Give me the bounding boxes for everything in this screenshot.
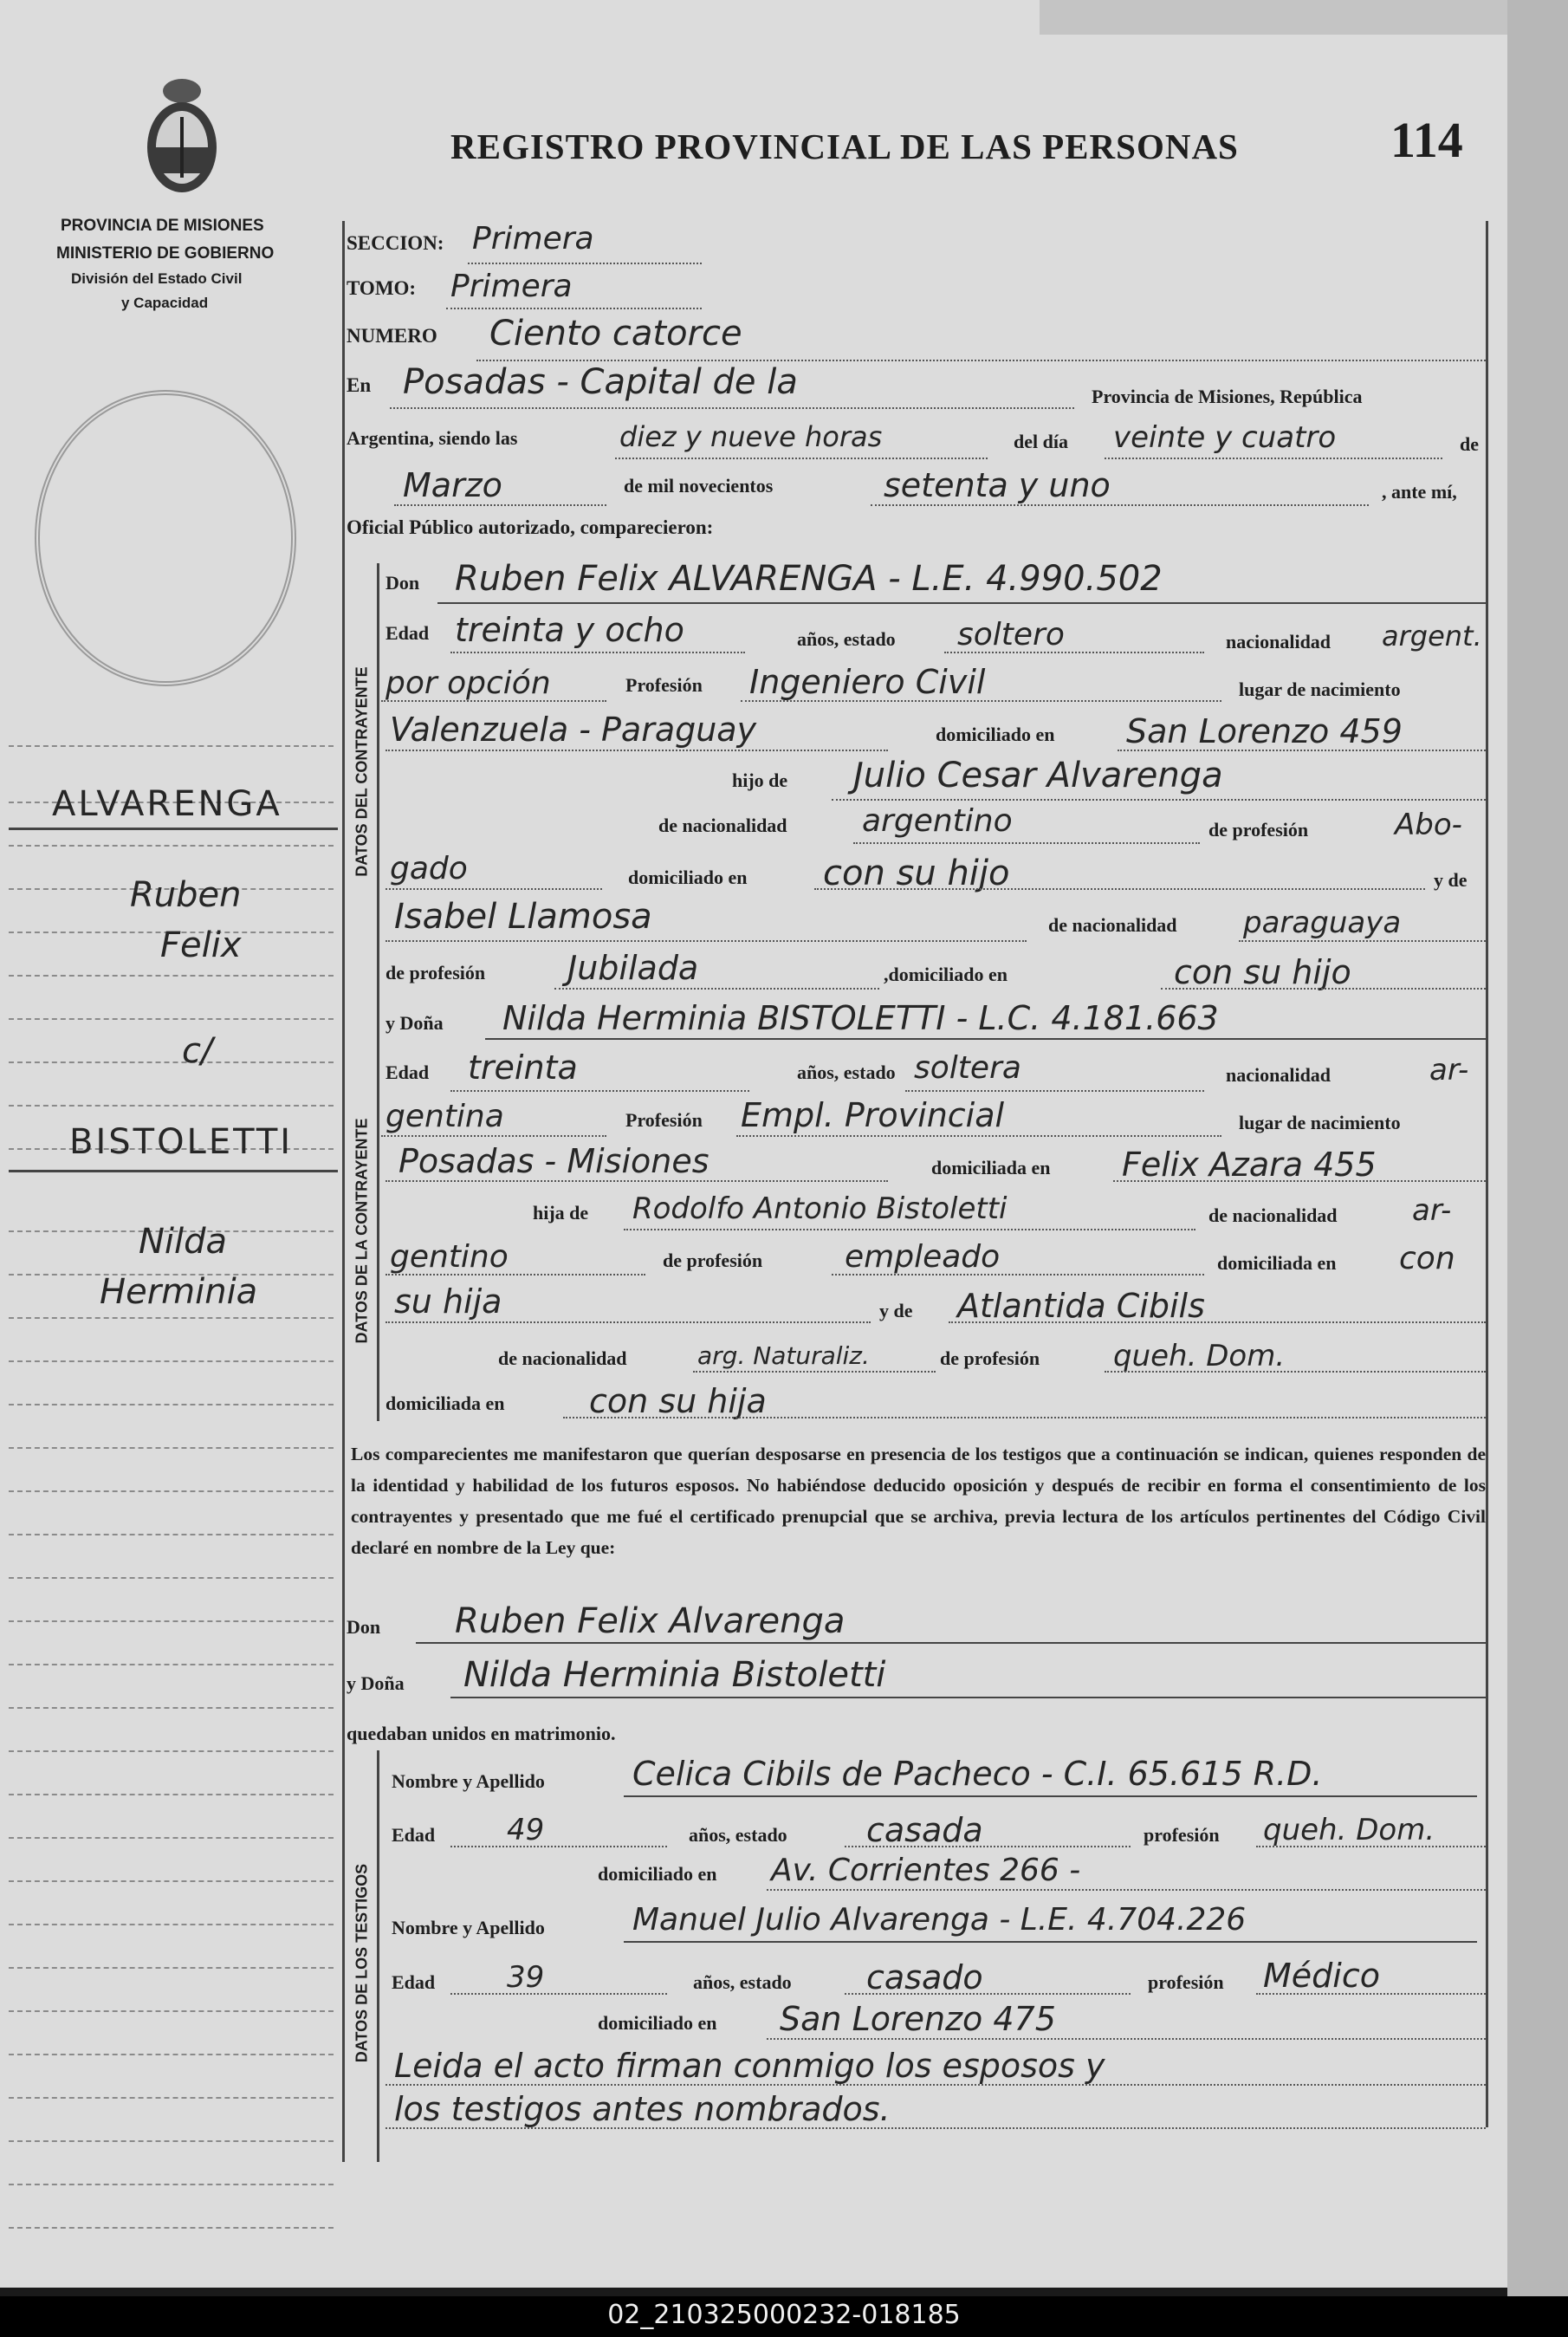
- decl-groom: Ruben Felix Alvarenga: [455, 1601, 846, 1641]
- statement-paragraph: Los comparecientes me manifestaron que querían desposarse en presencia de los testigos que a continuación se indican, quienes responden de la identidad y habilidad de los futuros esposos. No habiéndose deducido oposición y después de recibir en forma el consentimiento de los contrayentes y presentado que me fué el certificado prenupcial que se archiva, previa lectura de los artículos pertinentes del Código Civil declaré en nombre de la Ley que:: [351, 1444, 1486, 1558]
- label-decl-don: Don: [347, 1616, 381, 1638]
- bride-madre-nac: arg. Naturaliz.: [697, 1341, 870, 1370]
- label-groom-nac: nacionalidad: [1226, 631, 1332, 652]
- label-ante-mi: , ante mí,: [1382, 481, 1457, 503]
- label-groom-lugar-nac: lugar de nacimiento: [1239, 678, 1401, 700]
- label-groom-y-de: y de: [1434, 869, 1468, 891]
- label-w2-profesion: profesión: [1148, 1971, 1224, 1993]
- witness1-estado: casada: [866, 1811, 983, 1849]
- bride-padre-nac-2: gentino: [390, 1239, 509, 1275]
- margin-given-1b: Felix: [160, 925, 242, 965]
- groom-padre-nac: argentino: [862, 803, 1013, 839]
- groom-domicilio: San Lorenzo 459: [1126, 712, 1403, 750]
- witness1-edad: 49: [507, 1813, 545, 1847]
- witness1-name: Celica Cibils de Pacheco - C.I. 65.615 R.D.: [632, 1755, 1323, 1793]
- groom-estado: soltero: [957, 617, 1065, 652]
- groom-profesion: Ingeniero Civil: [749, 663, 986, 701]
- groom-edad: treinta y ocho: [455, 611, 684, 649]
- bride-nac-2: gentina: [386, 1099, 504, 1134]
- bride-padre-dom-1: con: [1399, 1241, 1455, 1276]
- office-line-3: División del Estado Civil: [71, 270, 243, 287]
- label-bride-anos: años, estado: [797, 1061, 896, 1083]
- groom-madre: Isabel Llamosa: [394, 897, 652, 937]
- label-bride-y-dona: y Doña: [386, 1012, 444, 1034]
- groom-nac-1: argent.: [1382, 620, 1482, 652]
- label-bride-madre-nac: de nacionalidad: [498, 1347, 627, 1369]
- value-numero: Ciento catorce: [489, 314, 742, 354]
- label-datos-contrayente: DATOS DEL CONTRAYENTE: [353, 666, 371, 877]
- registry-stamp: [35, 390, 296, 686]
- witness-box-left: [377, 1750, 379, 2162]
- label-de-mil: de mil novecientos: [624, 475, 774, 497]
- margin-given-1a: Ruben: [130, 875, 242, 915]
- bride-nac-1: ar-: [1429, 1053, 1469, 1087]
- value-dia: veinte y cuatro: [1113, 420, 1337, 455]
- label-w2-anos: años, estado: [693, 1971, 792, 1993]
- label-groom-edad: Edad: [386, 622, 430, 644]
- groom-madre-nac: paraguaya: [1243, 906, 1402, 940]
- value-seccion: Primera: [472, 221, 594, 256]
- label-bride-madre-dom: domiciliada en: [386, 1392, 505, 1414]
- label-de: de: [1460, 433, 1479, 455]
- coat-of-arms-seal: [134, 74, 230, 204]
- value-hora: diez y nueve horas: [619, 420, 883, 453]
- groom-name: Ruben Felix ALVARENGA - L.E. 4.990.502: [455, 559, 1163, 599]
- label-bride-madre-prof: de profesión: [940, 1347, 1040, 1369]
- groom-box-left: [377, 563, 379, 1005]
- groom-nacimiento: Valenzuela - Paraguay: [390, 711, 757, 749]
- witness2-name: Manuel Julio Alvarenga - L.E. 4.704.226: [632, 1902, 1247, 1938]
- margin-surname-2: BISTOLETTI: [69, 1122, 294, 1162]
- groom-padre-dom: con su hijo: [823, 854, 1010, 893]
- label-bride-profesion: Profesión: [625, 1109, 703, 1131]
- bride-madre-dom: con su hija: [589, 1382, 767, 1420]
- page-curl: [1040, 0, 1533, 35]
- groom-padre-prof-1: Abo-: [1395, 808, 1462, 842]
- value-tomo: Primera: [450, 269, 573, 304]
- label-w2-domiciliado: domiciliado en: [598, 2012, 717, 2034]
- office-line-2: MINISTERIO DE GOBIERNO: [56, 244, 275, 263]
- label-bride-domiciliada: domiciliada en: [931, 1157, 1051, 1178]
- decl-bride: Nilda Herminia Bistoletti: [463, 1655, 886, 1695]
- bride-profesion: Empl. Provincial: [741, 1096, 1005, 1134]
- bride-padre: Rodolfo Antonio Bistoletti: [632, 1191, 1008, 1226]
- label-bride-y-de: y de: [879, 1300, 913, 1321]
- label-w1-nombre: Nombre y Apellido: [392, 1770, 545, 1792]
- image-filename: 02_210325000232-018185: [607, 2300, 961, 2330]
- label-argentina: Argentina, siendo las: [347, 427, 518, 449]
- label-bride-de-nac: de nacionalidad: [1208, 1204, 1338, 1226]
- label-groom-de-prof: de profesión: [1208, 819, 1309, 841]
- page-number: 114: [1390, 112, 1463, 168]
- value-mes: Marzo: [403, 466, 502, 504]
- witness2-profesion: Médico: [1263, 1957, 1380, 1995]
- label-tomo: TOMO:: [347, 277, 417, 299]
- label-bride-de-prof: de profesión: [663, 1250, 763, 1271]
- groom-madre-dom: con su hijo: [1174, 953, 1351, 991]
- label-groom-de-nac: de nacionalidad: [658, 815, 787, 836]
- label-groom-padre-dom: domiciliado en: [628, 867, 748, 888]
- label-groom-madre-prof: de profesión: [386, 962, 486, 983]
- groom-nac-2: por opción: [386, 665, 551, 701]
- office-line-4: y Capacidad: [121, 295, 209, 311]
- margin-surname-1: ALVARENGA: [52, 784, 282, 824]
- groom-padre: Julio Cesar Alvarenga: [853, 756, 1223, 795]
- label-datos-la-contrayente: DATOS DE LA CONTRAYENTE: [353, 1118, 371, 1344]
- label-groom-madre-dom: ,domiciliado en: [884, 964, 1008, 985]
- label-bride-nac: nacionalidad: [1226, 1064, 1332, 1086]
- groom-padre-prof-2: gado: [390, 851, 468, 886]
- label-bride-lugar-nac: lugar de nacimiento: [1239, 1112, 1401, 1133]
- witness1-domicilio: Av. Corrientes 266 -: [771, 1853, 1081, 1888]
- bride-nacimiento: Posadas - Misiones: [398, 1142, 709, 1180]
- label-groom-anos: años, estado: [797, 628, 896, 650]
- bride-name: Nilda Herminia BISTOLETTI - L.C. 4.181.663: [502, 999, 1219, 1037]
- bride-padre-prof: empleado: [845, 1239, 1001, 1275]
- closing-line-1: Leida el acto firman conmigo los esposos y: [394, 2047, 1105, 2085]
- label-bride-padre-dom: domiciliada en: [1217, 1252, 1337, 1274]
- label-w1-anos: años, estado: [689, 1824, 787, 1846]
- label-w1-edad: Edad: [392, 1824, 436, 1846]
- bride-padre-dom-2: su hija: [394, 1282, 502, 1321]
- label-bride-edad: Edad: [386, 1061, 430, 1083]
- bride-madre-prof: queh. Dom.: [1113, 1339, 1286, 1373]
- label-groom-don: Don: [386, 572, 420, 594]
- witness2-estado: casado: [866, 1958, 983, 1996]
- margin-connector: c/: [182, 1031, 213, 1071]
- margin-given-2a: Nilda: [139, 1222, 228, 1262]
- witness1-profesion: queh. Dom.: [1263, 1813, 1435, 1847]
- bride-edad: treinta: [468, 1048, 578, 1087]
- margin-given-2b: Herminia: [100, 1272, 258, 1312]
- label-groom-hijo-de: hijo de: [732, 769, 788, 791]
- page-edge: [1507, 0, 1568, 2305]
- bride-padre-nac-1: ar-: [1412, 1193, 1452, 1228]
- registry-title: REGISTRO PROVINCIAL DE LAS PERSONAS: [450, 127, 1239, 166]
- witness2-domicilio: San Lorenzo 475: [780, 2000, 1056, 2038]
- label-seccion: SECCION:: [347, 232, 444, 254]
- value-anio: setenta y uno: [884, 466, 1111, 504]
- label-w1-domiciliado: domiciliado en: [598, 1863, 717, 1885]
- label-provincia: Provincia de Misiones, República: [1092, 386, 1363, 407]
- label-w1-profesion: profesión: [1144, 1824, 1220, 1846]
- closing-line-2: los testigos antes nombrados.: [394, 2090, 891, 2128]
- label-decl-dona: y Doña: [347, 1672, 405, 1694]
- margin-underline-1: [9, 828, 338, 830]
- main-left-border: [342, 221, 345, 2162]
- office-line-1: PROVINCIA DE MISIONES: [61, 217, 264, 235]
- label-bride-hija-de: hija de: [533, 1202, 589, 1224]
- bride-estado: soltera: [914, 1050, 1021, 1086]
- margin-underline-2: [9, 1170, 338, 1172]
- label-quedaban: quedaban unidos en matrimonio.: [347, 1723, 616, 1744]
- label-groom-profesion: Profesión: [625, 674, 703, 696]
- bride-madre: Atlantida Cibils: [957, 1287, 1205, 1325]
- value-lugar: Posadas - Capital de la: [403, 362, 798, 402]
- label-en: En: [347, 374, 372, 396]
- main-right-border: [1486, 221, 1488, 2127]
- label-groom-madre-nac: de nacionalidad: [1048, 914, 1177, 936]
- witness2-edad: 39: [507, 1960, 545, 1995]
- label-oficial: Oficial Público autorizado, comparecieron:: [347, 516, 714, 538]
- label-groom-domiciliado: domiciliado en: [936, 724, 1055, 745]
- groom-madre-prof: Jubilada: [567, 949, 699, 987]
- label-w2-nombre: Nombre y Apellido: [392, 1917, 545, 1938]
- label-w2-edad: Edad: [392, 1971, 436, 1993]
- label-datos-testigos: DATOS DE LOS TESTIGOS: [353, 1863, 371, 2063]
- bride-domicilio: Felix Azara 455: [1122, 1146, 1377, 1184]
- label-numero: NUMERO: [347, 325, 437, 347]
- label-del-dia: del día: [1014, 431, 1068, 452]
- bride-box-left: [377, 1005, 379, 1421]
